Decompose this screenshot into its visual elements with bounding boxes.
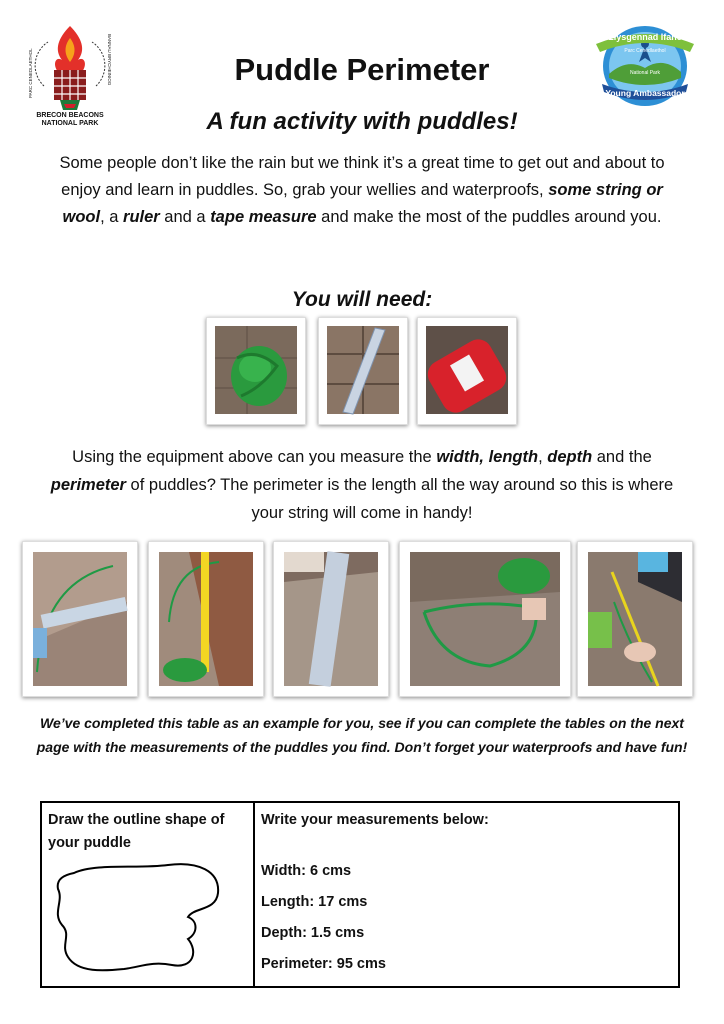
intro-tape: tape measure <box>210 208 317 226</box>
example-measurements-table <box>40 801 680 988</box>
instructions-paragraph <box>36 443 688 527</box>
perimeter-value: Perimeter: 95 cms <box>261 956 386 972</box>
activity-photo-5 <box>577 541 693 697</box>
intro-string: some string or wool <box>62 181 663 226</box>
tape-measure-photo <box>417 317 517 425</box>
outline-cell <box>41 802 254 987</box>
logo-ring-right: BANNAU BRYCHEINIOG <box>107 34 112 86</box>
example-note: We’ve completed this table as an example for you, see if you can complete the tables on the next page with the measurements of the puddles you find. Don’t forget your waterproofs and have fun! <box>36 715 688 755</box>
activity-photo-4 <box>399 541 571 697</box>
instr-part3: of puddles? The perimeter is the length all the way around so this is where your string will come in handy! <box>125 476 674 522</box>
activity-photo-3 <box>273 541 389 697</box>
instr-part1: Using the equipment above can you measure the <box>72 448 437 466</box>
instr-part2: and the <box>592 448 652 466</box>
instr-perimeter: perimeter <box>50 476 126 494</box>
ya-bottom-text: Young Ambassador <box>605 88 685 98</box>
measurements-cell <box>254 802 679 987</box>
instr-width: width, <box>436 448 484 466</box>
intro-part1: Some people don’t like the rain but we think it’s a great time to get out and about to enjoy and learn in puddles. So, grab your wellies and waterproofs, <box>59 154 665 199</box>
activity-photo-2 <box>148 541 264 697</box>
page-subtitle: A fun activity with puddles! <box>206 108 518 135</box>
logo-name-line2: NATIONAL PARK <box>41 120 99 127</box>
page-title: Puddle Perimeter <box>234 52 490 87</box>
intro-part2: , a <box>100 208 124 226</box>
ruler-photo <box>318 317 408 425</box>
instr-sep2: , <box>538 448 548 466</box>
outline-header: Draw the outline shape of your puddle <box>48 812 225 851</box>
ya-top-text: Llysgennad Ifanc <box>608 32 682 42</box>
instr-depth: depth <box>547 448 593 466</box>
green-string-photo <box>206 317 306 425</box>
width-value: Width: 6 cms <box>261 863 352 879</box>
logo-name-line1: BRECON BEACONS <box>36 112 104 119</box>
intro-ruler: ruler <box>123 208 160 226</box>
intro-part3: and a <box>159 208 211 226</box>
instr-length: length <box>488 448 539 466</box>
ya-ribbon-text: National Park <box>629 70 660 76</box>
intro-paragraph <box>56 150 668 231</box>
you-will-need-heading: You will need: <box>291 288 433 311</box>
length-value: Length: 17 cms <box>261 894 368 910</box>
activity-photo-1 <box>22 541 138 697</box>
logo-ring-left: PARC CENEDLAETHOL <box>28 48 33 98</box>
measurements-header: Write your measurements below: <box>261 812 489 828</box>
depth-value: Depth: 1.5 cms <box>261 925 365 941</box>
puddle-outline-drawing <box>48 859 228 979</box>
ya-middle-text: Parc Cenedlaethol <box>624 48 666 54</box>
intro-part4: and make the most of the puddles around you. <box>316 208 662 226</box>
